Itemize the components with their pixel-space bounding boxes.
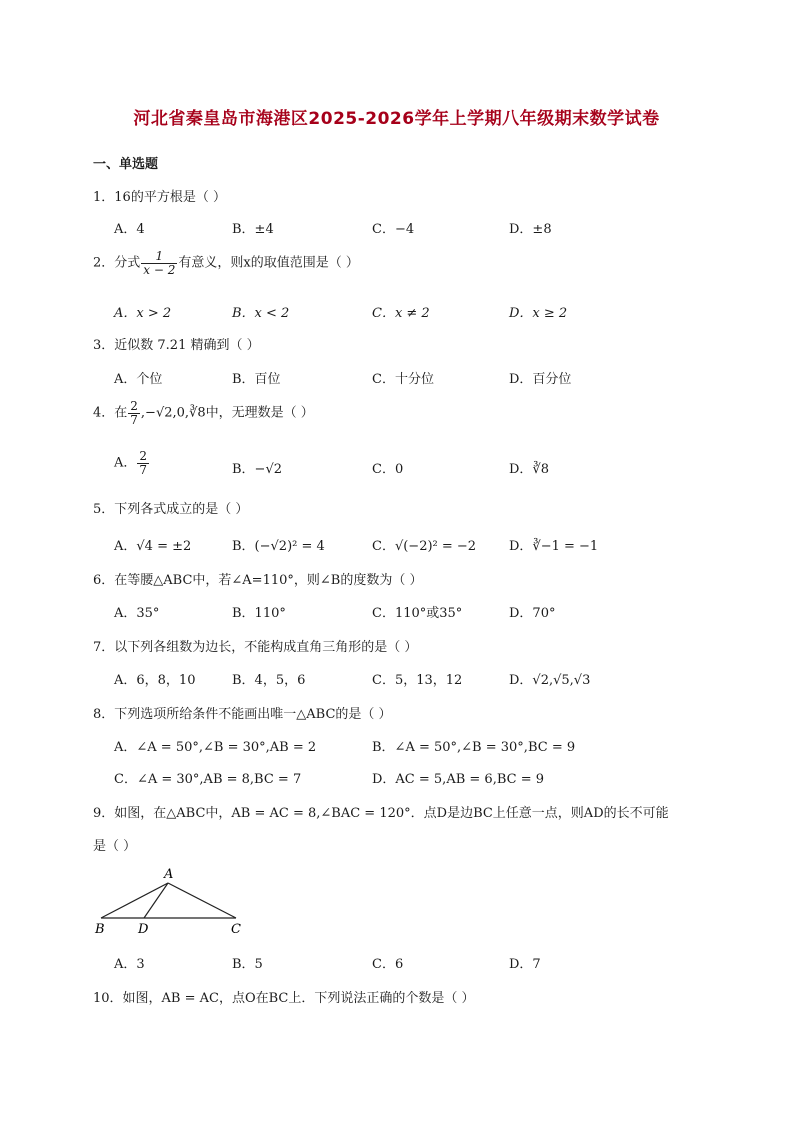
q2-option-c[interactable]: C．x ≠ 2 — [372, 306, 430, 321]
q6-option-a[interactable]: A．35° — [114, 606, 160, 621]
q2-option-a[interactable]: A．x > 2 — [114, 306, 172, 321]
question-6: 6．在等腰△ABC中，若∠A=110°，则∠B的度数为（ ） — [93, 573, 423, 588]
segment-ad — [144, 883, 168, 918]
page-title: 河北省秦皇岛市海港区2025-2026学年上学期八年级期末数学试卷 — [133, 109, 660, 129]
q1-option-b[interactable]: B．±4 — [232, 222, 274, 237]
question-7: 7．以下列各组数为边长，不能构成直角三角形的是（ ） — [93, 640, 418, 655]
triangle-diagram — [88, 862, 258, 940]
point-label-d: D — [138, 922, 149, 937]
q4-option-d[interactable]: D．∛8 — [509, 462, 549, 477]
question-2 — [93, 250, 359, 276]
q4-option-a-numerator: 2 — [139, 449, 148, 463]
q5-option-b[interactable]: B．(−√2)² = 4 — [232, 539, 325, 554]
q8-option-b[interactable]: B．∠A = 50°,∠B = 30°,BC = 9 — [372, 740, 576, 755]
question-5: 5．下列各式成立的是（ ） — [93, 502, 249, 517]
q2-option-b[interactable]: B．x < 2 — [232, 306, 290, 321]
q2-prefix: 2．分式 — [93, 255, 141, 271]
q4-option-b[interactable]: B．−√2 — [232, 462, 283, 477]
q3-option-c[interactable]: C．十分位 — [372, 372, 434, 387]
q4-suffix: ,−√2,0,∛8中，无理数是（ ） — [140, 405, 314, 421]
question-3: 3．近似数 7.21 精确到（ ） — [93, 338, 260, 353]
question-4 — [93, 400, 314, 426]
q6-option-d[interactable]: D．70° — [509, 606, 556, 621]
q5-option-d[interactable]: D．∛−1 = −1 — [509, 539, 599, 554]
q7-option-d[interactable]: D．√2,√5,√3 — [509, 673, 591, 688]
q1-option-c[interactable]: C．−4 — [372, 222, 415, 237]
question-9-line1: 9．如图，在△ABC中，AB = AC = 8,∠BAC = 120°．点D是边BC上任意一点，则AD的长不可能 — [93, 806, 669, 821]
q7-option-b[interactable]: B．4，5，6 — [232, 673, 306, 688]
question-10: 10．如图，AB = AC，点O在BC上．下列说法正确的个数是（ ） — [93, 991, 475, 1006]
q4-option-a-denominator: 7 — [139, 462, 148, 477]
q4-option-a[interactable] — [114, 450, 150, 476]
section-heading: 一、单选题 — [93, 157, 159, 172]
q9-option-b[interactable]: B．5 — [232, 957, 263, 972]
q2-suffix: 有意义，则x的取值范围是（ ） — [178, 255, 359, 271]
q2-denominator: x − 2 — [143, 262, 176, 277]
q9-option-d[interactable]: D．7 — [509, 957, 541, 972]
q1-option-a[interactable]: A．4 — [114, 222, 145, 237]
q4-fraction — [128, 400, 140, 426]
q4-option-c[interactable]: C．0 — [372, 462, 404, 477]
q3-option-d[interactable]: D．百分位 — [509, 372, 572, 387]
q6-option-b[interactable]: B．110° — [232, 606, 286, 621]
q2-numerator: 1 — [141, 250, 177, 264]
question-8: 8．下列选项所给条件不能画出唯一△ABC的是（ ） — [93, 707, 392, 722]
point-label-b: B — [95, 922, 105, 937]
q1-option-d[interactable]: D．±8 — [509, 222, 552, 237]
q6-option-c[interactable]: C．110°或35° — [372, 606, 463, 621]
q3-option-b[interactable]: B．百位 — [232, 372, 281, 387]
q8-option-c[interactable]: C．∠A = 30°,AB = 8,BC = 7 — [114, 772, 302, 787]
q7-option-a[interactable]: A．6，8，10 — [114, 673, 196, 688]
q5-option-c[interactable]: C．√(−2)² = −2 — [372, 539, 477, 554]
q7-option-c[interactable]: C．5，13，12 — [372, 673, 463, 688]
segment-ac — [168, 883, 236, 918]
q9-option-a[interactable]: A．3 — [114, 957, 145, 972]
q4-numerator: 2 — [130, 399, 138, 413]
q8-option-d[interactable]: D．AC = 5,AB = 6,BC = 9 — [372, 772, 544, 787]
q4-prefix: 4．在 — [93, 405, 128, 421]
point-label-c: C — [231, 922, 241, 937]
segment-ab — [101, 883, 168, 918]
q8-option-a[interactable]: A．∠A = 50°,∠B = 30°,AB = 2 — [114, 740, 317, 755]
q5-option-a[interactable]: A．√4 = ±2 — [114, 539, 192, 554]
question-9-line2: 是（ ） — [93, 839, 137, 854]
point-label-a: A — [164, 867, 174, 882]
q9-option-c[interactable]: C．6 — [372, 957, 404, 972]
q3-option-a[interactable]: A．个位 — [114, 372, 163, 387]
q4-option-a-prefix: A． — [114, 455, 137, 471]
q2-option-d[interactable]: D．x ≥ 2 — [509, 306, 568, 321]
q4-denominator: 7 — [130, 412, 138, 427]
q4-option-a-fraction — [137, 450, 149, 476]
q2-fraction — [141, 250, 177, 276]
question-1: 1．16的平方根是（ ） — [93, 190, 226, 205]
